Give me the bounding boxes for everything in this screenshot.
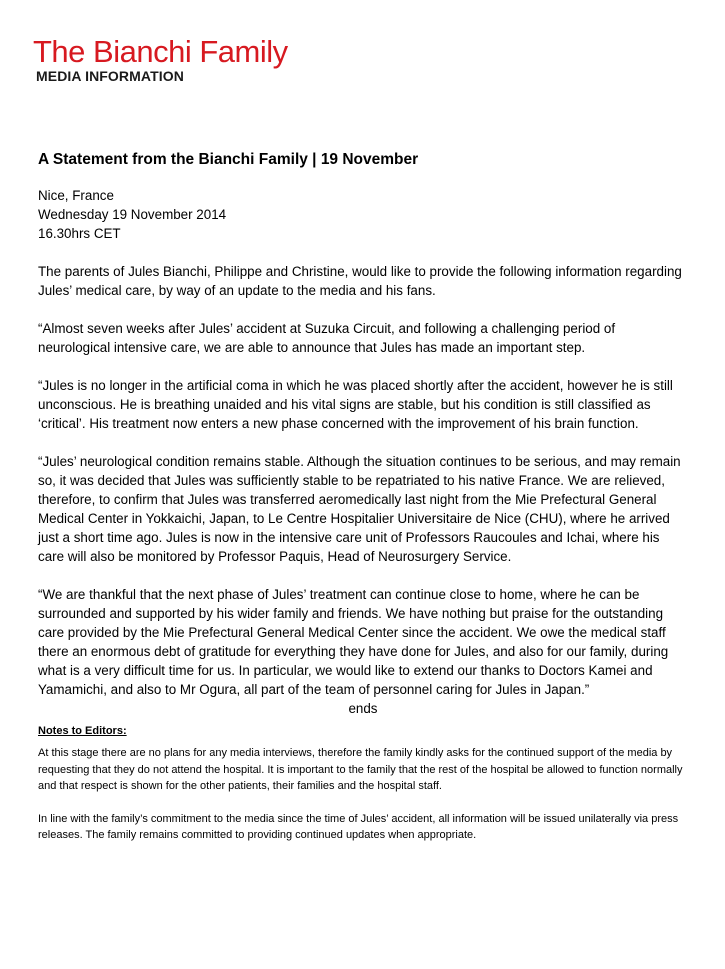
brand-title: The Bianchi Family — [33, 34, 288, 69]
letterhead — [33, 36, 288, 84]
location: Nice, France — [38, 188, 114, 203]
paragraph: “We are thankful that the next phase of Jules’ treatment can continue close to home, where he can be surrounded and supported by his wider family and friends. We have nothing but praise for the outstanding care provided by the Mie Prefectural General Medical Center since the accident. We owe the medical staff there an enormous debt of gratitude for everything they have done for Jules, and also for our family, during what is a very difficult time for us. In particular, we would like to extend our thanks to Doctors Kamei and Yamamichi, and also to Mr Ogura, all part of the team of personnel caring for Jules in Japan.” — [38, 587, 669, 697]
date: Wednesday 19 November 2014 — [38, 207, 227, 222]
paragraph: “Almost seven weeks after Jules’ accident at Suzuka Circuit, and following a challenging period of neurological intensive care, we are able to announce that Jules has made an important step. — [38, 321, 616, 355]
note-item: In line with the family’s commitment to the media since the time of Jules’ accident, all information will be issued unilaterally via press releases. The family remains committed to providing continued updates when appropriate. — [38, 812, 679, 841]
notes-heading: Notes to Editors: — [38, 725, 127, 737]
page-title: A Statement from the Bianchi Family | 19 November — [38, 151, 419, 168]
time: 16.30hrs CET — [38, 226, 121, 241]
ends-marker: ends — [348, 701, 378, 716]
note-item: At this stage there are no plans for any media interviews, therefore the family kindly asks for the continued support of the media by requesting that they do not attend the hospital. It is important to the family that the rest of the hospital be allowed to function normally and that respect is shown for the other patients, their families and the hospital staff. — [38, 747, 683, 792]
dateline — [38, 186, 688, 243]
paragraph: “Jules’ neurological condition remains stable. Although the situation continues to be serious, and may remain so, it was decided that Jules was sufficiently stable to be repatriated to his native France. We are relieved, therefore, to confirm that Jules was transferred aeromedically last night from the Mie Prefectural General Medical Center in Yokkaichi, Japan, to Le Centre Hospitalier Universitaire de Nice (CHU), where he arrived just a short time ago. Jules is now in the intensive care unit of Professors Raucoules and Ichai, where his care will also be monitored by Professor Paquis, Head of Neurosurgery Service. — [38, 454, 681, 564]
statement-body — [38, 150, 688, 860]
paragraph: “Jules is no longer in the artificial coma in which he was placed shortly after the accident, however he is still unconscious. He is breathing unaided and his vital signs are stable, but his condition is still classified as ‘critical’. His treatment now enters a new phase concerned with the improvement of his brain function. — [38, 378, 673, 431]
paragraph: The parents of Jules Bianchi, Philippe and Christine, would like to provide the following information regarding Jules’ medical care, by way of an update to the media and his fans. — [38, 264, 682, 298]
brand-subtitle: MEDIA INFORMATION — [36, 68, 184, 84]
